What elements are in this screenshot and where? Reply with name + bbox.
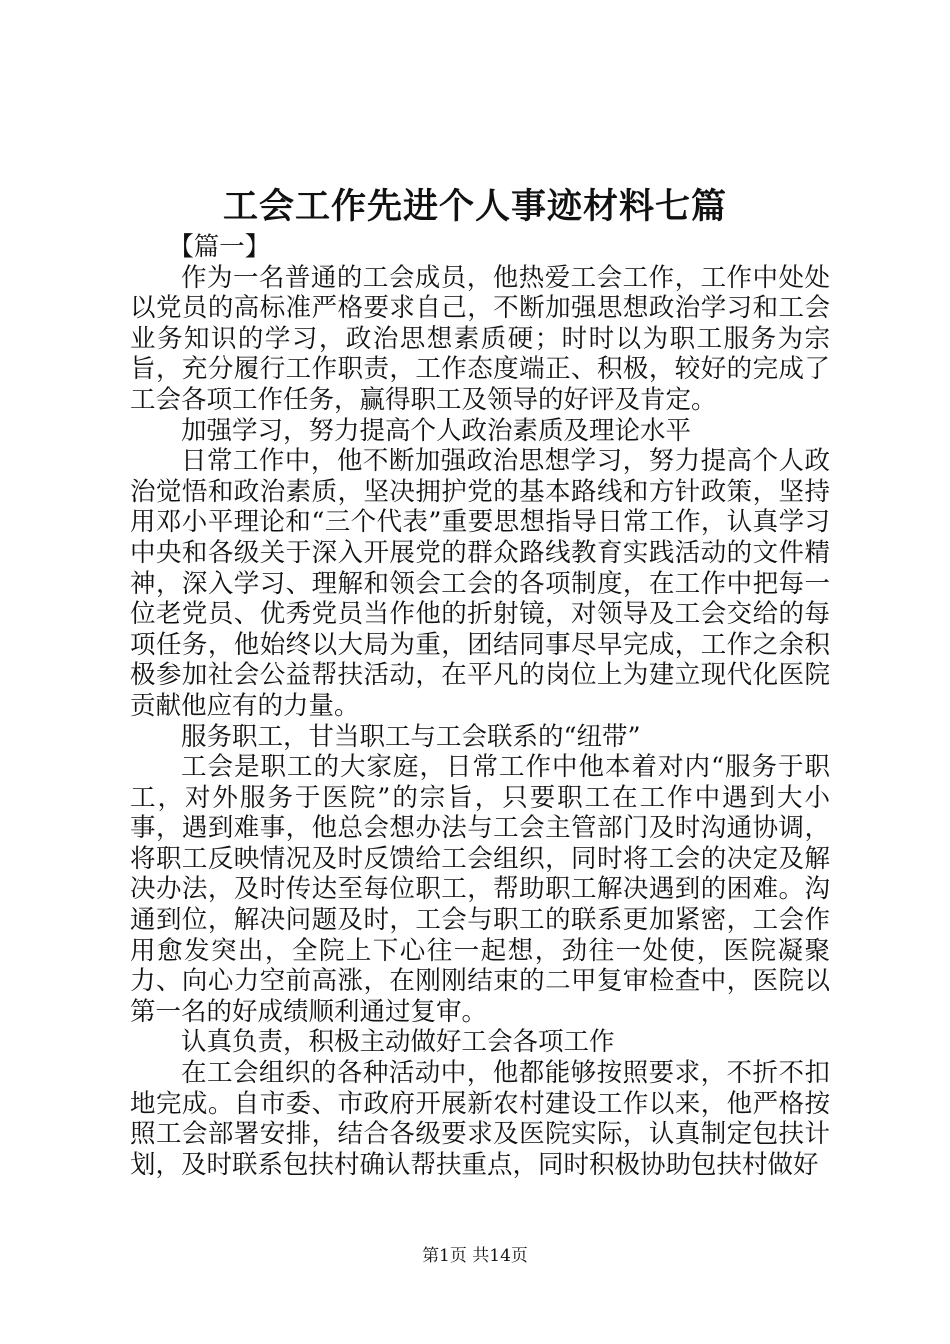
document-body — [130, 232, 830, 1180]
section-label: 【篇一】 — [168, 232, 271, 262]
paragraph: 日常工作中，他不断加强政治思想学习，努力提高个人政治觉悟和政治素质，坚决拥护党的基本路线和方针政策，坚持用邓小平理论和“三个代表”重要思想指导日常工作，认真学习中央和各级关于深入开展党的群众路线教育实践活动的文件精神，深入学习、理解和领会工会的各项制度，在工作中把每一位老党员、优秀党员当作他的折射镜，对领导及工会交给的每项任务，他始终以大局为重，团结同事尽早完成，工作之余积极参加社会公益帮扶活动，在平凡的岗位上为建立现代化医院贡献他应有的力量。 — [130, 446, 830, 721]
paragraph: 作为一名普通的工会成员，他热爱工会工作，工作中处处以党员的高标准严格要求自己，不断加强思想政治学习和工会业务知识的学习，政治思想素质硬；时时以为职工服务为宗旨，充分履行工作职责，工作态度端正、积极，较好的完成了工会各项工作任务，赢得职工及领导的好评及肯定。 — [130, 262, 830, 415]
paragraph: 工会是职工的大家庭，日常工作中他本着对内“服务于职工，对外服务于医院”的宗旨，只要职工在工作中遇到大小事，遇到难事，他总会想办法与工会主管部门及时沟通协调，将职工反映情况及时反馈给工会组织，同时将工会的决定及解决办法，及时传达至每位职工，帮助职工解决遇到的困难。沟通到位，解决问题及时，工会与职工的联系更加紧密，工会作用愈发突出，全院上下心往一起想，劲往一处使，医院凝聚力、向心力空前高涨，在刚刚结束的二甲复审检查中，医院以第一名的好成绩顺利通过复审。 — [130, 752, 830, 1027]
section-heading: 认真负责，积极主动做好工会各项工作 — [181, 1027, 615, 1058]
document-title: 工会工作先进个人事迹材料七篇 — [222, 186, 727, 227]
section-heading: 加强学习，努力提高个人政治素质及理论水平 — [181, 415, 692, 446]
paragraph: 在工会组织的各种活动中，他都能够按照要求，不折不扣地完成。自市委、市政府开展新农村建设工作以来，他严格按照工会部署安排，结合各级要求及医院实际，认真制定包扶计划，及时联系包扶村确认帮扶重点，同时积极协助包扶村做好 — [130, 1058, 830, 1180]
section-heading: 服务职工，甘当职工与工会联系的“纽带” — [181, 721, 641, 752]
page-footer: 第1页 共14页 — [422, 1246, 528, 1266]
